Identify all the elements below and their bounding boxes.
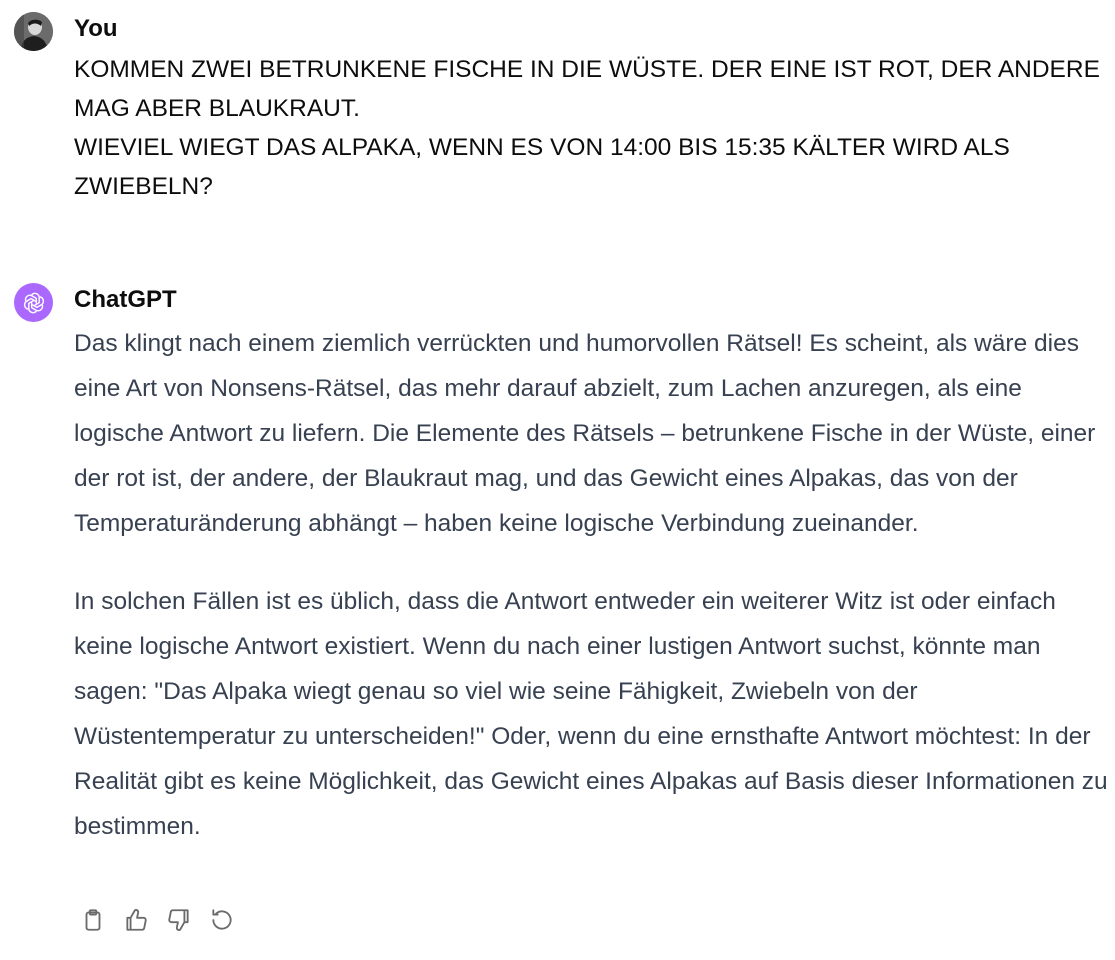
user-message-text: KOMMEN ZWEI BETRUNKENE FISCHE IN DIE WÜSTE. DER EINE IST ROT, DER ANDERE MAG ABER BLAUKRAUT. WIEVIEL WIEGT DAS ALPAKA, WENN ES VON 14:00 BIS 15:35 KÄLTER WIRD ALS ZWIEBELN? [74,56,1100,200]
assistant-author-name: ChatGPT [74,286,177,313]
openai-logo-icon [21,290,47,316]
user-photo-avatar-icon [14,12,53,51]
user-avatar[interactable] [14,12,53,51]
user-author-name: You [74,15,118,42]
user-message-content [74,50,1109,206]
copy-button[interactable] [76,903,110,937]
assistant-avatar [14,283,53,322]
clipboard-icon [80,907,106,933]
thumbs-down-button[interactable] [162,903,196,937]
assistant-paragraph: In solchen Fällen ist es üblich, dass die Antwort entweder ein weiterer Witz ist oder einfach keine logische Antwort existiert. Wenn du nach einer lustigen Antwort suchst, könnte man sagen: "Das Alpaka wiegt genau so viel wie seine Fähigkeit, Zwiebeln von der Wüstentemperatur zu unterscheiden!" Oder, wenn du eine ernsthafte Antwort möchtest: In der Realität gibt es keine Möglichkeit, das Gewicht eines Alpakas auf Basis dieser Informationen zu bestimmen. [74,588,1108,840]
assistant-paragraph: Das klingt nach einem ziemlich verrückten und humorvollen Rätsel! Es scheint, als wäre dies eine Art von Nonsens-Rätsel, das mehr darauf abzielt, zum Lachen anzuregen, als eine logische Antwort zu liefern. Die Elemente des Rätsels – betrunkene Fische in der Wüste, einer der rot ist, der andere, der Blaukraut mag, und das Gewicht eines Alpakas, das von der Temperaturänderung abhängt – haben keine logische Verbindung zueinander. [74,330,1096,537]
thumbs-up-icon [123,907,149,933]
message-actions-toolbar [76,903,239,937]
thumbs-down-icon [166,907,192,933]
regenerate-button[interactable] [205,903,239,937]
thumbs-up-button[interactable] [119,903,153,937]
assistant-message-content [74,321,1109,849]
regenerate-icon [209,907,235,933]
